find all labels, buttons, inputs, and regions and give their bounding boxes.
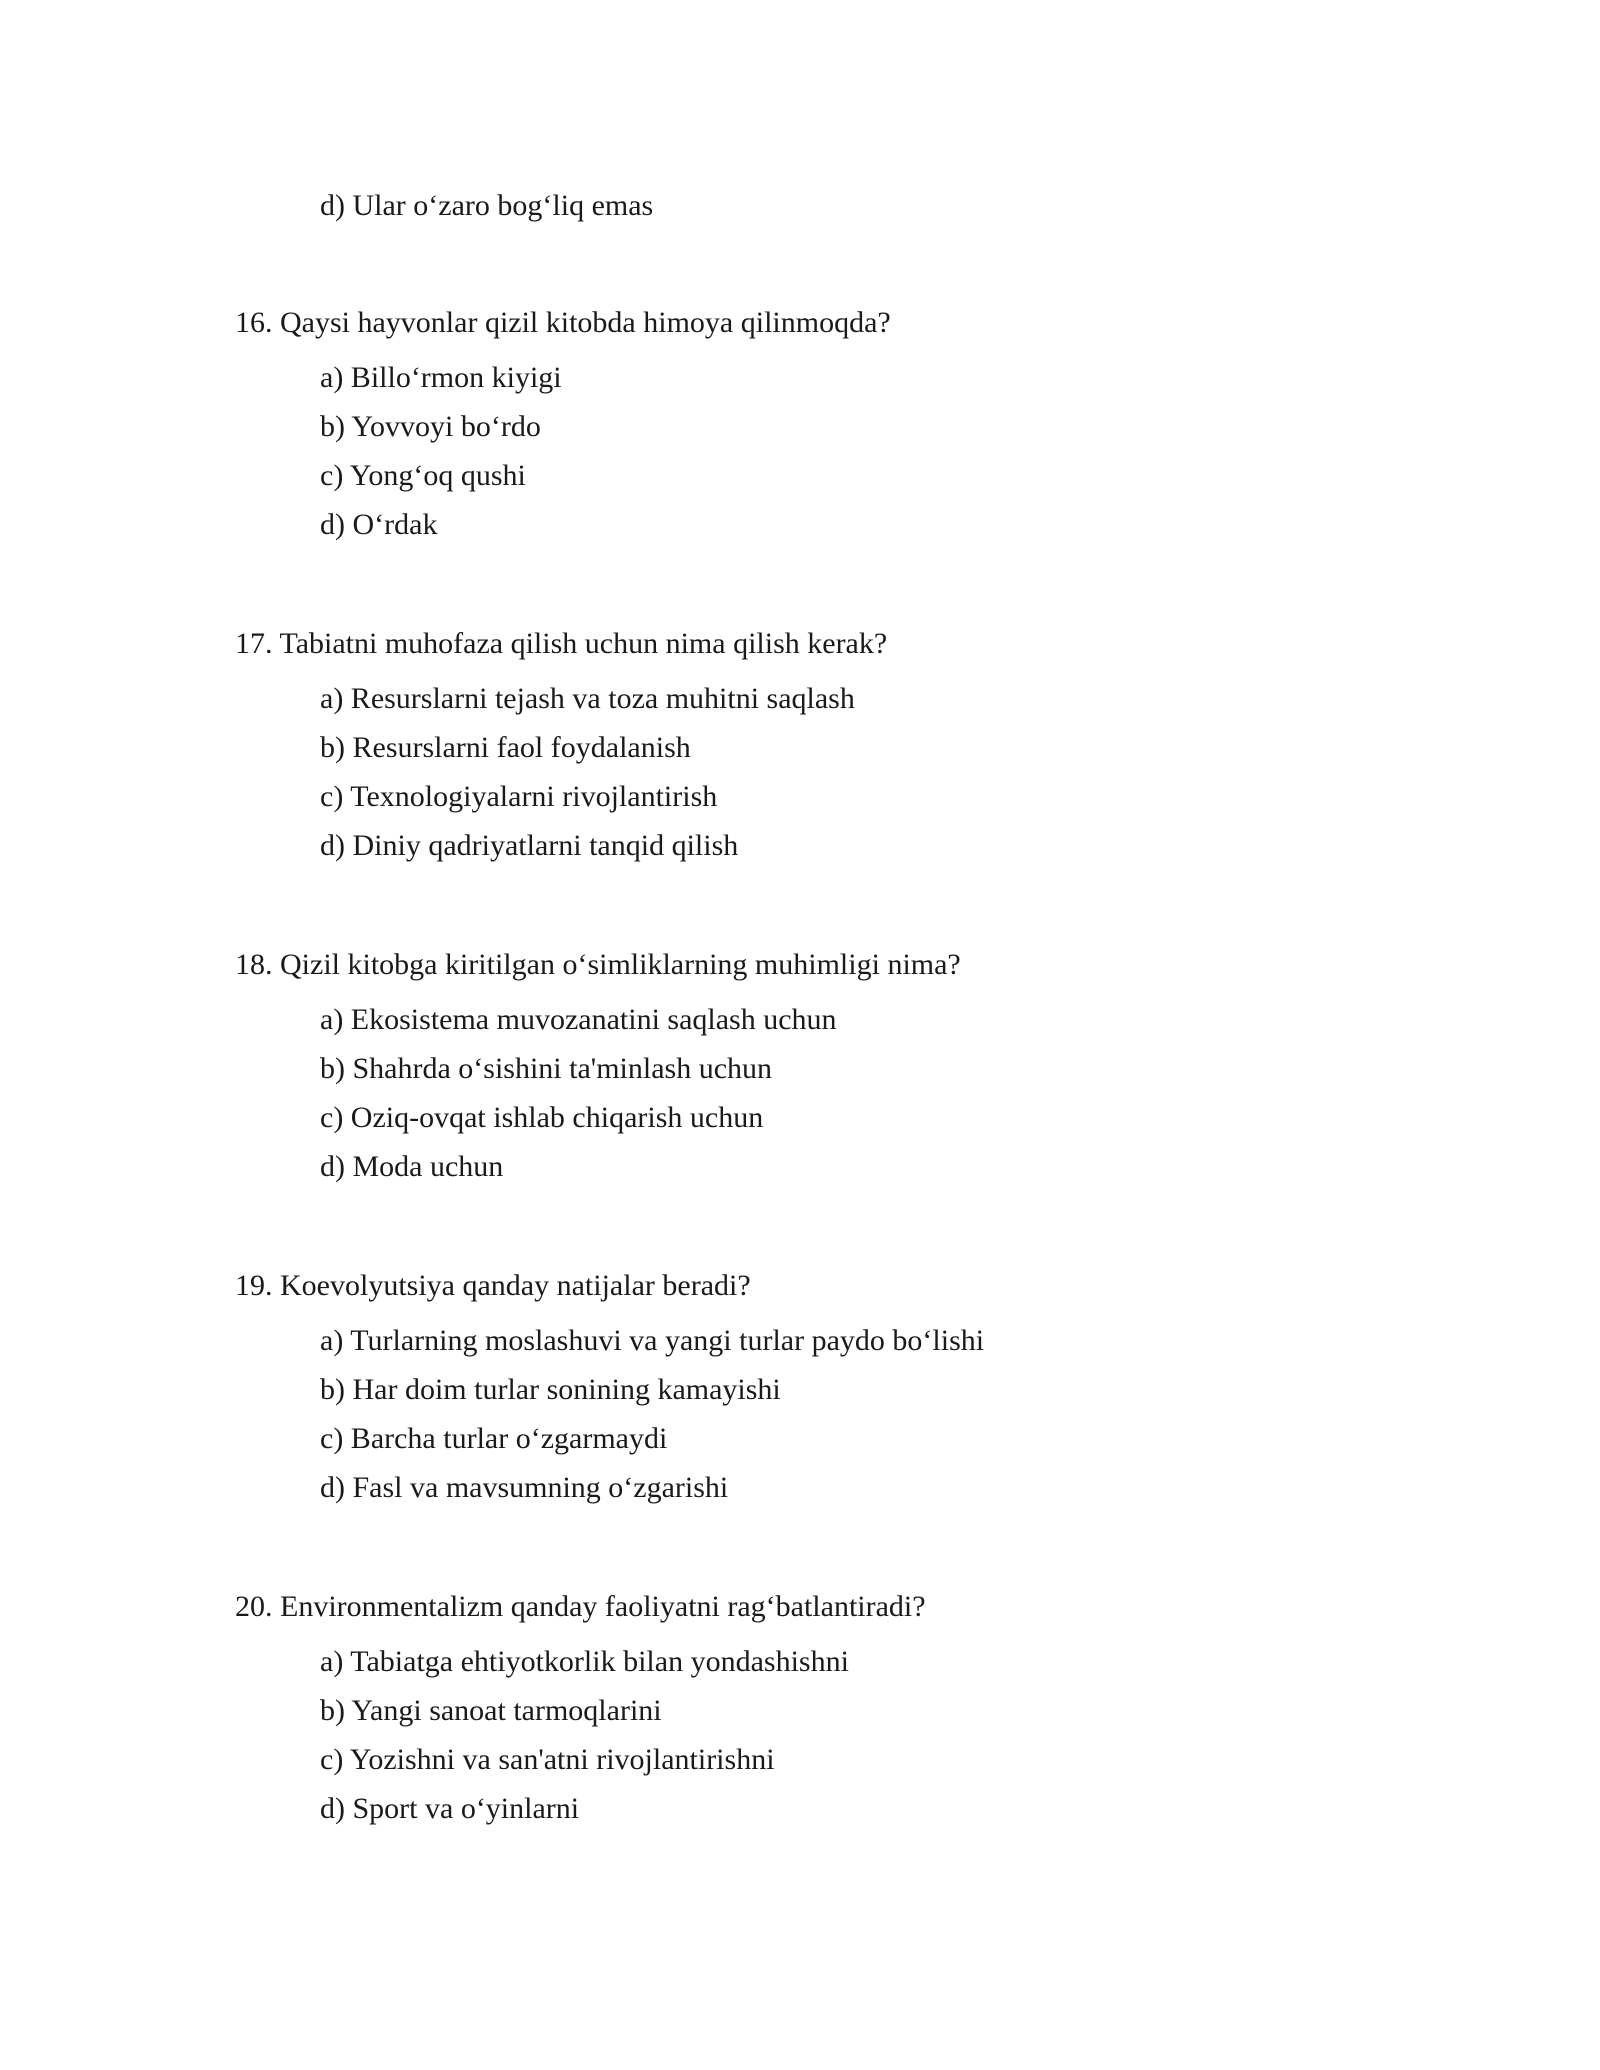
- question-text: 20. Environmentalizm qanday faoliyatni rag‘batlantiradi?: [235, 1590, 926, 1623]
- option-d: d) Sport va o‘yinlarni: [320, 1792, 580, 1825]
- option-c: c) Barcha turlar o‘zgarmaydi: [320, 1422, 668, 1455]
- continued-option-15d: d) Ular o‘zaro bog‘liq emas: [320, 189, 654, 222]
- question-text: 19. Koevolyutsiya qanday natijalar beradi?: [235, 1269, 751, 1302]
- question-text: 16. Qaysi hayvonlar qizil kitobda himoya qilinmoqda?: [235, 306, 891, 339]
- option-list: [235, 681, 1435, 877]
- option-b: b) Resurslarni faol foydalanish: [320, 731, 691, 764]
- option-d: d) Diniy qadriyatlarni tanqid qilish: [320, 829, 739, 862]
- option-b: b) Shahrda o‘sishini ta'minlash uchun: [320, 1052, 773, 1085]
- option-c: c) Oziq-ovqat ishlab chiqarish uchun: [320, 1101, 764, 1134]
- option-a: a) Tabiatga ehtiyotkorlik bilan yondashishni: [320, 1645, 849, 1678]
- question-18: [235, 947, 1435, 1198]
- option-b: b) Yovvoyi bo‘rdo: [320, 410, 541, 443]
- option-b: b) Yangi sanoat tarmoqlarini: [320, 1694, 662, 1727]
- question-16: [235, 305, 1435, 556]
- option-d: d) Fasl va mavsumning o‘zgarishi: [320, 1471, 729, 1504]
- option-d: d) Moda uchun: [320, 1150, 504, 1183]
- option-list: [235, 360, 1435, 556]
- question-text: 18. Qizil kitobga kiritilgan o‘simliklarning muhimligi nima?: [235, 948, 961, 981]
- option-a: a) Resurslarni tejash va toza muhitni saqlash: [320, 682, 855, 715]
- option-list: [235, 1323, 1435, 1519]
- question-19: [235, 1268, 1435, 1519]
- option-list: [235, 1644, 1435, 1840]
- option-list: [235, 1002, 1435, 1198]
- option-c: c) Yong‘oq qushi: [320, 459, 526, 492]
- option-b: b) Har doim turlar sonining kamayishi: [320, 1373, 781, 1406]
- question-20: [235, 1589, 1435, 1840]
- option-d: d) O‘rdak: [320, 508, 438, 541]
- question-17: [235, 626, 1435, 877]
- option-c: c) Texnologiyalarni rivojlantirish: [320, 780, 718, 813]
- question-text: 17. Tabiatni muhofaza qilish uchun nima qilish kerak?: [235, 627, 888, 660]
- option-a: a) Turlarning moslashuvi va yangi turlar paydo bo‘lishi: [320, 1324, 985, 1357]
- option-a: a) Ekosistema muvozanatini saqlash uchun: [320, 1003, 837, 1036]
- option-a: a) Billo‘rmon kiyigi: [320, 361, 562, 394]
- option-c: c) Yozishni va san'atni rivojlantirishni: [320, 1743, 775, 1776]
